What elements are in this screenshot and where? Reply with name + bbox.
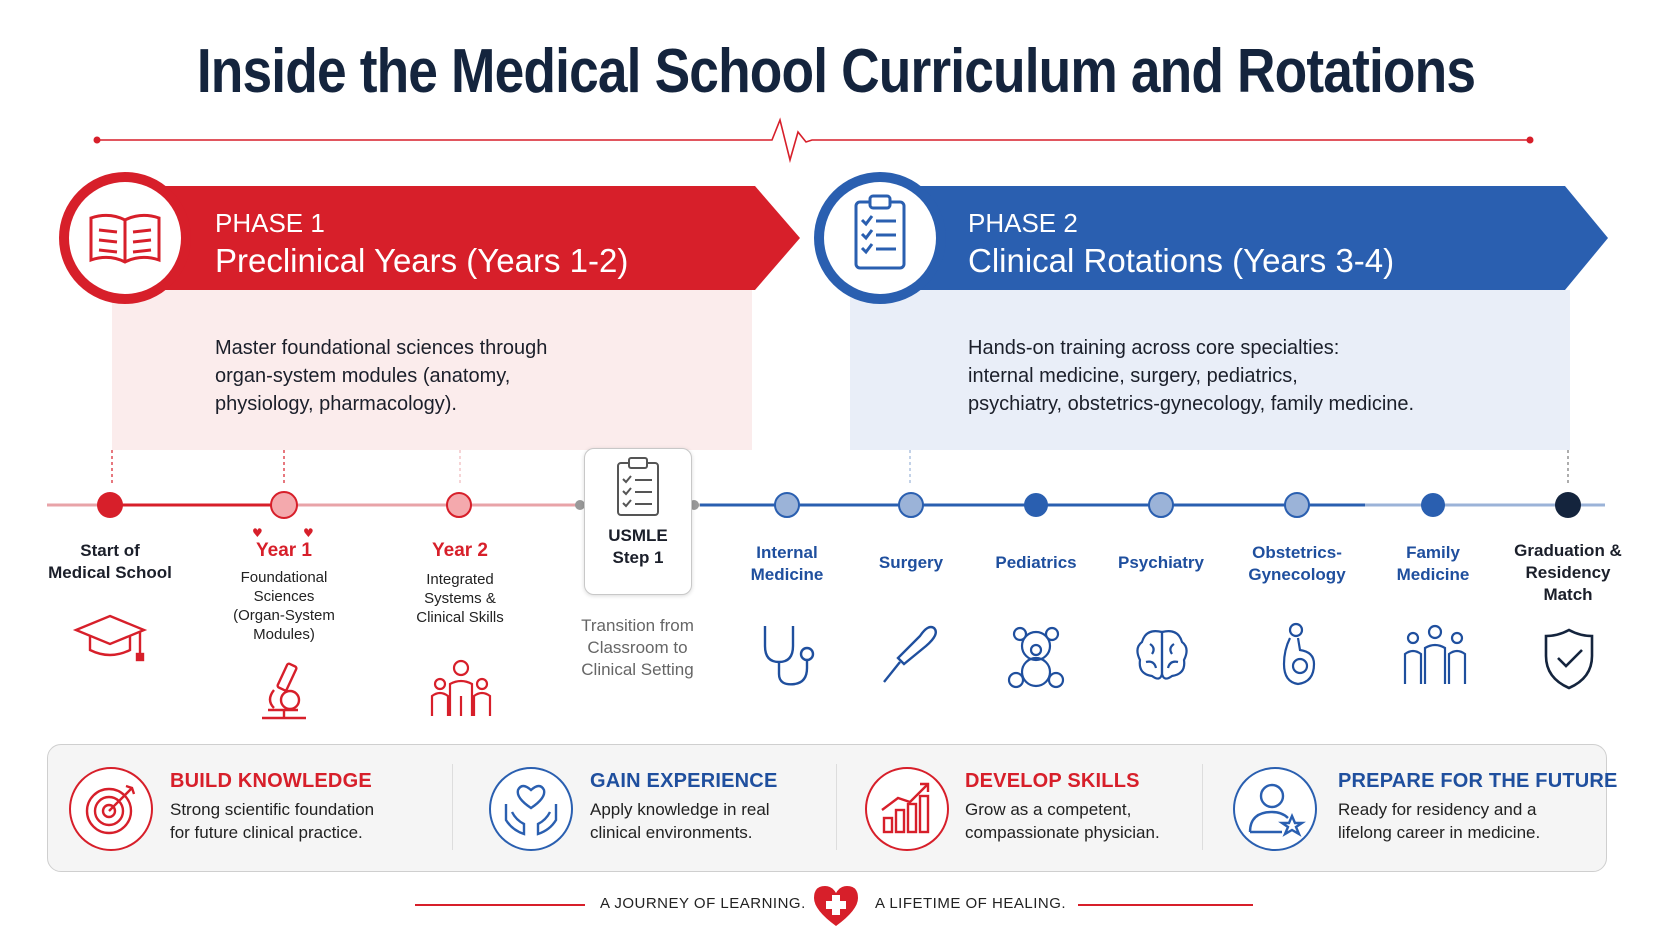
milestone-year2-label: Year 2 — [432, 540, 488, 561]
card-gain-experience-text: Apply knowledge in real clinical environments. — [590, 800, 770, 842]
svg-text:♥: ♥ — [252, 526, 263, 540]
brain-icon — [1132, 624, 1192, 686]
clipboard-icon — [585, 449, 691, 519]
milestone-dot-pediatrics — [1024, 493, 1048, 517]
usmle-transition-text: Transition from Classroom to Clinical Setting — [581, 616, 694, 679]
milestone-graduation-label: Graduation & Residency Match — [1514, 541, 1622, 604]
shield-check-icon — [1540, 626, 1598, 692]
rotation-psychiatry-label: Psychiatry — [1118, 553, 1204, 572]
milestone-year1-label: Year 1 — [256, 540, 312, 561]
rotation-internal-medicine-label: Internal Medicine — [750, 543, 824, 584]
family-icon — [1400, 622, 1470, 690]
milestone-dot-obgyn — [1285, 493, 1309, 517]
rotation-family-medicine-label: Family Medicine — [1396, 543, 1470, 584]
milestone-dot-family-medicine — [1421, 493, 1445, 517]
card-build-knowledge-text: Strong scientific foundation for future clinical practice. — [170, 800, 375, 842]
person-star-icon — [1230, 764, 1320, 854]
phase2-label: PHASE 2 — [968, 208, 1078, 238]
phase2-banner — [810, 168, 1610, 308]
milestone-dot-graduation — [1555, 492, 1581, 518]
phase2-title: Clinical Rotations (Years 3-4) — [968, 242, 1395, 279]
milestone-dot-year1 — [271, 492, 297, 518]
milestone-start-label: Start of Medical School — [48, 541, 172, 582]
usmle-label: USMLE Step 1 — [608, 526, 668, 567]
growth-chart-icon — [862, 764, 952, 854]
rotation-surgery-label: Surgery — [878, 553, 944, 572]
divider — [836, 764, 837, 850]
page-title: Inside the Medical School Curriculum and Rotations — [196, 37, 1476, 106]
footer-line-right — [1078, 904, 1253, 906]
divider — [1202, 764, 1203, 850]
heart-cross-icon — [812, 884, 860, 928]
footer-left-text: A JOURNEY OF LEARNING. — [600, 895, 806, 912]
phase1-title: Preclinical Years (Years 1-2) — [215, 242, 629, 279]
phase1-label: PHASE 1 — [215, 208, 325, 238]
people-icon — [428, 656, 494, 722]
graduation-cap-icon — [72, 610, 148, 666]
card-build-knowledge-title: BUILD KNOWLEDGE — [170, 770, 372, 792]
svg-text:♥: ♥ — [303, 526, 314, 540]
milestone-dot-internal-medicine — [775, 493, 799, 517]
milestone-year2-sub: Integrated Systems & Clinical Skills — [416, 571, 504, 626]
heart-hands-icon — [486, 764, 576, 854]
divider — [452, 764, 453, 850]
card-develop-skills-text: Grow as a competent, compassionate physician. — [965, 800, 1160, 842]
rotation-pediatrics-label: Pediatrics — [995, 553, 1077, 572]
card-gain-experience-title: GAIN EXPERIENCE — [590, 770, 778, 792]
milestone-dot-surgery — [899, 493, 923, 517]
phase1-description: Master foundational sciences through organ-system modules (anatomy, physiology, pharmacology). — [215, 337, 548, 415]
milestone-dot-psychiatry — [1149, 493, 1173, 517]
pregnant-icon — [1270, 620, 1326, 690]
teddy-bear-icon — [1004, 624, 1068, 690]
card-prepare-future-text: Ready for residency and a lifelong career in medicine. — [1338, 800, 1541, 842]
milestone-dot-start — [97, 492, 123, 518]
scalpel-icon — [878, 622, 944, 688]
microscope-icon — [254, 660, 314, 724]
card-develop-skills-title: DEVELOP SKILLS — [965, 770, 1140, 792]
card-prepare-future-title: PREPARE FOR THE FUTURE — [1338, 770, 1618, 792]
target-icon — [66, 764, 156, 854]
stethoscope-icon — [755, 620, 821, 690]
phase1-banner — [55, 168, 805, 308]
timeline — [0, 440, 1672, 540]
phase2-description: Hands-on training across core specialties: internal medicine, surgery, pediatrics, psychiatry, obstetrics-gynecology, family medicine. — [968, 337, 1415, 415]
heartbeat-divider — [0, 110, 1672, 170]
milestone-year1-sub: Foundational Sciences (Organ-System Modules) — [233, 569, 335, 643]
milestone-dot-year2 — [447, 493, 471, 517]
usmle-step1-box — [584, 448, 692, 595]
rotation-obgyn-label: Obstetrics- Gynecology — [1248, 543, 1346, 584]
footer-right-text: A LIFETIME OF HEALING. — [875, 895, 1067, 912]
footer-line-left — [415, 904, 585, 906]
